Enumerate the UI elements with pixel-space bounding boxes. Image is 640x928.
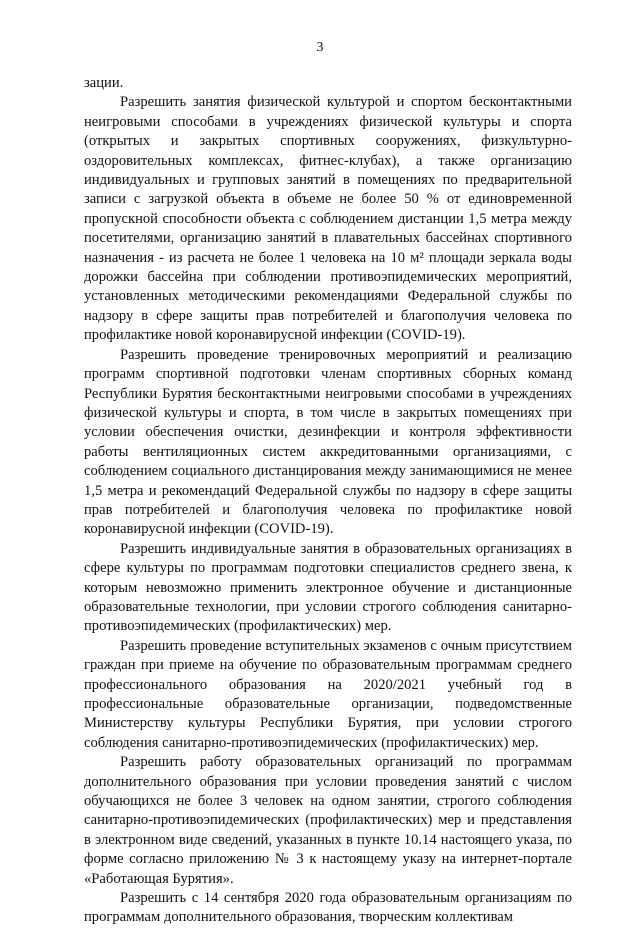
paragraph-training-events: Разрешить проведение тренировочных мероприятий и реализацию программ спортивной подготовки членам спортивных сборных команд Республики Бурятия бесконтактными неигровыми способами в учреждениях физической культуры и спорта, в том числе в закрытых помещениях при условии обеспечения очистки, дезинфекции и контроля эффективности работы вентиляционных систем аккредитованными организациями, с соблюдением социального дистанцирования между занимающимися не менее 1,5 метра и рекомендаций Федеральной службы по надзору в сфере защиты прав потребителей и благополучия человека по профилактике новой коронавирусной инфекции (COVID-19). [84, 346, 572, 538]
page-number: 3 [316, 40, 324, 55]
paragraph-sports-facilities: Разрешить занятия физической культурой и спортом бесконтактными неигровыми способами в учреждениях физической культуры и спорта (открытых и закрытых спортивных сооружениях, физкультурно-оздоровительных комплексах, фитнес-клубах), а также организацию индивидуальных и групповых занятий в помещениях по предварительной записи с загрузкой объекта в объеме не более 50 % от единовременной пропускной способности объекта с соблюдением дистанции 1,5 метра между посетителями, организацию занятий в плавательных бассейнах спортивного назначения - из расчета не более 1 человека на 10 м² площади зеркала воды дорожки бассейна при соблюдении противоэпидемических мероприятий, установленных методическими рекомендациями Федеральной службы по надзору в сфере защиты прав потребителей и благополучия человека по профилактике новой коронавирусной инфекции (COVID-19). [84, 94, 572, 344]
paragraph-culture-education: Разрешить индивидуальные занятия в образовательных организациях в сфере культуры по программам подготовки специалистов среднего звена, к которым невозможно применить электронное обучение и дистанционные образовательные технологии, при условии строгого соблюдения санитарно-противоэпидемических (профилактических) мер. [84, 540, 572, 635]
paragraph-continuation: зации. [84, 75, 124, 91]
document-body [84, 74, 572, 928]
paragraph-entrance-exams: Разрешить проведение вступительных экзаменов с очным присутствием граждан при приеме на обучение по образовательным программам среднего профессионального образования на 2020/2021 учебный год в профессиональные образовательные организации, подведомственные Министерству культуры Республики Бурятия, при условии строгого соблюдения санитарно-противоэпидемических (профилактических) мер. [84, 637, 572, 751]
paragraph-additional-education: Разрешить работу образовательных организаций по программам дополнительного образования при условии проведения занятий с числом обучающихся не более 3 человек на одном занятии, строгого соблюдения санитарно-противоэпидемических (профилактических) мер и представления в электронном виде сведений, указанных в пункте 10.14 настоящего указа, по форме согласно приложению № 3 к настоящему указу на интернет-портале «Работающая Бурятия». [84, 754, 572, 887]
paragraph-september-14: Разрешить с 14 сентября 2020 года образовательным организациям по программам дополнительного образования, творческим коллективам [84, 890, 572, 926]
